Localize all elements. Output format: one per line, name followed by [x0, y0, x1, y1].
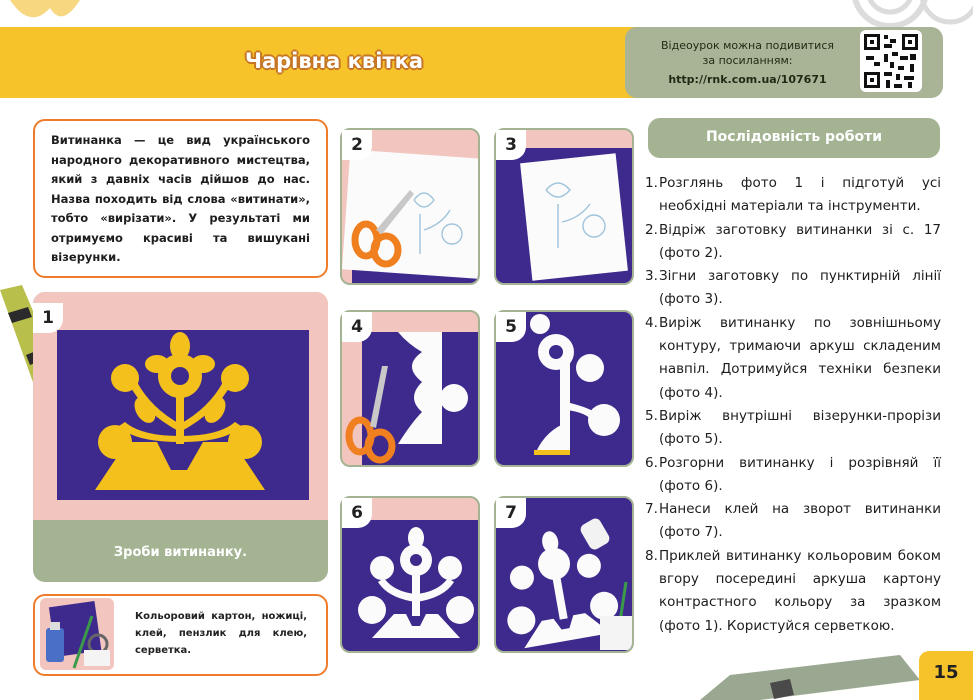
list-item: [645, 265, 941, 312]
list-item: [645, 498, 941, 545]
step-number: 1.: [645, 175, 658, 191]
sequence-title: Послідовність роботи: [705, 129, 883, 145]
qr-code[interactable]: [860, 30, 922, 92]
photo-2-number: 2: [342, 130, 372, 160]
step-text: Виріж внутрішні візерунки-прорізи (фото 5).: [659, 407, 941, 448]
step-text: Розглянь фото 1 і підготуй усі необхідні матеріали та інструменти.: [659, 175, 941, 215]
intro-text: Витинанка — це вид українського народного декоративного мистецтва, який з давніх часів дійшов до нас. Назва походить від слова «витинати», тобто «вирізати». У результаті ми отримуємо красиві та вишукані візерунки.: [51, 133, 310, 264]
step-text: Відріж заготовку витинанки зі с. 17 (фото 2).: [659, 221, 941, 261]
step-text: Приклей витинанку кольоровим боком вгору посередині аркуша картону контрастного кольору за зразком (фото 1). Користуйся серветкою.: [659, 547, 941, 634]
step-text: Виріж витинанку по зовнішньому контуру, тримаючи аркуш складеним навпіл. Дотримуйся техніки безпеки (фото 4).: [659, 314, 941, 401]
list-item: [645, 545, 941, 638]
step-text: Розгорни витинанку і розрівняй її (фото 6).: [659, 454, 941, 494]
list-item: [645, 219, 941, 266]
page-number: 15: [933, 662, 959, 683]
photo-3-number: 3: [496, 130, 526, 160]
step-number: 7.: [645, 501, 658, 518]
step-number: 2.: [645, 221, 658, 238]
qr-code-icon: [860, 30, 922, 92]
video-line-1: Відеоурок можна подивитися: [661, 39, 834, 52]
step-number: 8.: [645, 547, 658, 564]
photo-7-number: 7: [496, 498, 526, 528]
video-lesson-text: [640, 38, 855, 87]
page-title: Чарівна квітка: [245, 49, 423, 73]
photo-6-number: 6: [342, 498, 372, 528]
photo-1-number: 1: [33, 303, 63, 333]
materials-text: Кольоровий картон, ножиці, клей, пензлик для клею, серветка.: [135, 611, 307, 656]
list-item: [645, 452, 941, 499]
list-item: [645, 172, 941, 219]
photo-5-number: 5: [496, 312, 526, 342]
video-link[interactable]: http://rnk.com.ua/107671: [668, 73, 827, 86]
decorative-swirl-shape: [790, 0, 973, 28]
photo-1: [33, 292, 328, 520]
step-number: 5.: [645, 407, 658, 424]
list-item: [645, 405, 941, 452]
step-number: 4.: [645, 314, 658, 331]
materials-image: [40, 598, 114, 670]
video-line-2: за посиланням:: [702, 54, 793, 67]
step-number: 3.: [645, 268, 658, 285]
decorative-crayon-bottom: [700, 655, 920, 700]
steps-list: [645, 172, 941, 638]
materials-photo: [40, 598, 114, 670]
step-text: Нанеси клей на зворот витинанки (фото 7).: [659, 501, 941, 541]
photo-4-number: 4: [342, 312, 372, 342]
photo-1-caption: Зроби витинанку.: [113, 545, 248, 560]
list-item: [645, 312, 941, 405]
vytynanka-finished-image: [33, 292, 328, 520]
step-text: Зігни заготовку по пунктирній лінії (фото 3).: [659, 268, 941, 308]
step-number: 6.: [645, 454, 658, 471]
